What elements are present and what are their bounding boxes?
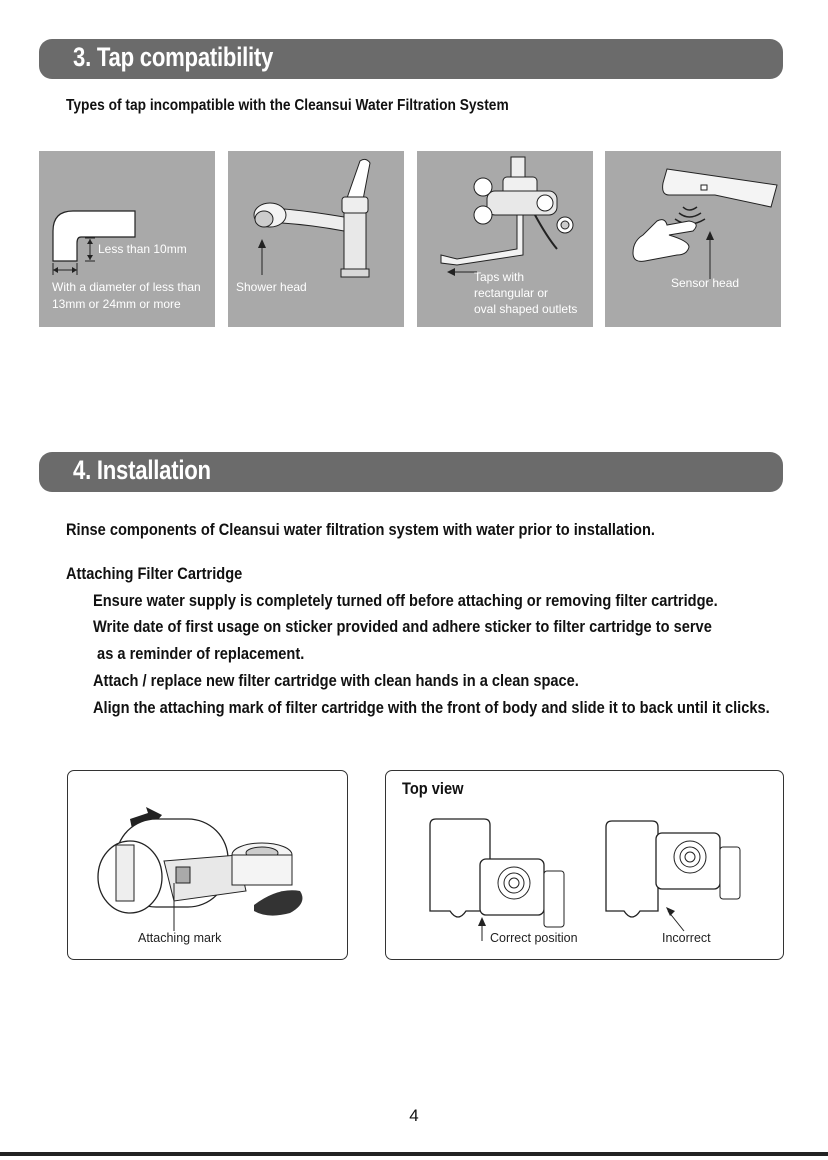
tile-sensor-head [605, 151, 781, 327]
tile-1-caption-line-1: With a diameter of less than [52, 280, 201, 294]
attaching-mark-label: Attaching mark [138, 931, 222, 945]
step-2-continued: as a reminder of replacement. [93, 644, 305, 663]
tile-3-caption-line-3: oval shaped outlets [474, 302, 578, 316]
section-3-title: 3. Tap compatibility [73, 42, 274, 72]
section-4-banner [39, 452, 783, 492]
section-4-title: 4. Installation [73, 455, 211, 485]
tile-3-caption-line-2: rectangular or [474, 286, 549, 300]
installation-intro: Rinse components of Cleansui water filtration system with water prior to installation. [66, 520, 655, 539]
section-3-banner [39, 39, 783, 79]
shower-tap-illustration [228, 151, 404, 327]
section-3-subtitle: Types of tap incompatible with the Cleansui Water Filtration System [66, 97, 509, 114]
tile-4-caption: Sensor head [671, 276, 740, 290]
step-1: Ensure water supply is completely turned off before attaching or removing filter cartridge. [93, 591, 718, 610]
figure-top-view [385, 770, 784, 960]
top-view-title: Top view [402, 779, 464, 798]
tile-shower-head [228, 151, 404, 327]
tile-1-caption-line-2: 13mm or 24mm or more [52, 297, 181, 311]
footer-rule [0, 1152, 828, 1156]
sensor-tap-illustration [605, 151, 781, 327]
attaching-subhead: Attaching Filter Cartridge [66, 564, 243, 583]
diameter-label: Less than 10mm [98, 242, 187, 256]
tile-3-caption-line-1: Taps with [474, 270, 525, 284]
incorrect-label: Incorrect [662, 931, 711, 945]
tile-rectangular-outlets [417, 151, 593, 327]
tile-pipe-diameter [39, 151, 215, 327]
top-view-illustration [386, 771, 783, 959]
step-4: Align the attaching mark of filter cartridge with the front of body and slide it to back until it clicks. [93, 698, 770, 717]
step-2: Write date of first usage on sticker provided and adhere sticker to filter cartridge to serve [93, 617, 712, 636]
tile-2-caption: Shower head [236, 280, 307, 294]
page-number: 4 [409, 1106, 419, 1125]
correct-position-label: Correct position [490, 931, 578, 945]
step-3: Attach / replace new filter cartridge with clean hands in a clean space. [93, 671, 579, 690]
figure-attaching-mark [67, 770, 348, 960]
